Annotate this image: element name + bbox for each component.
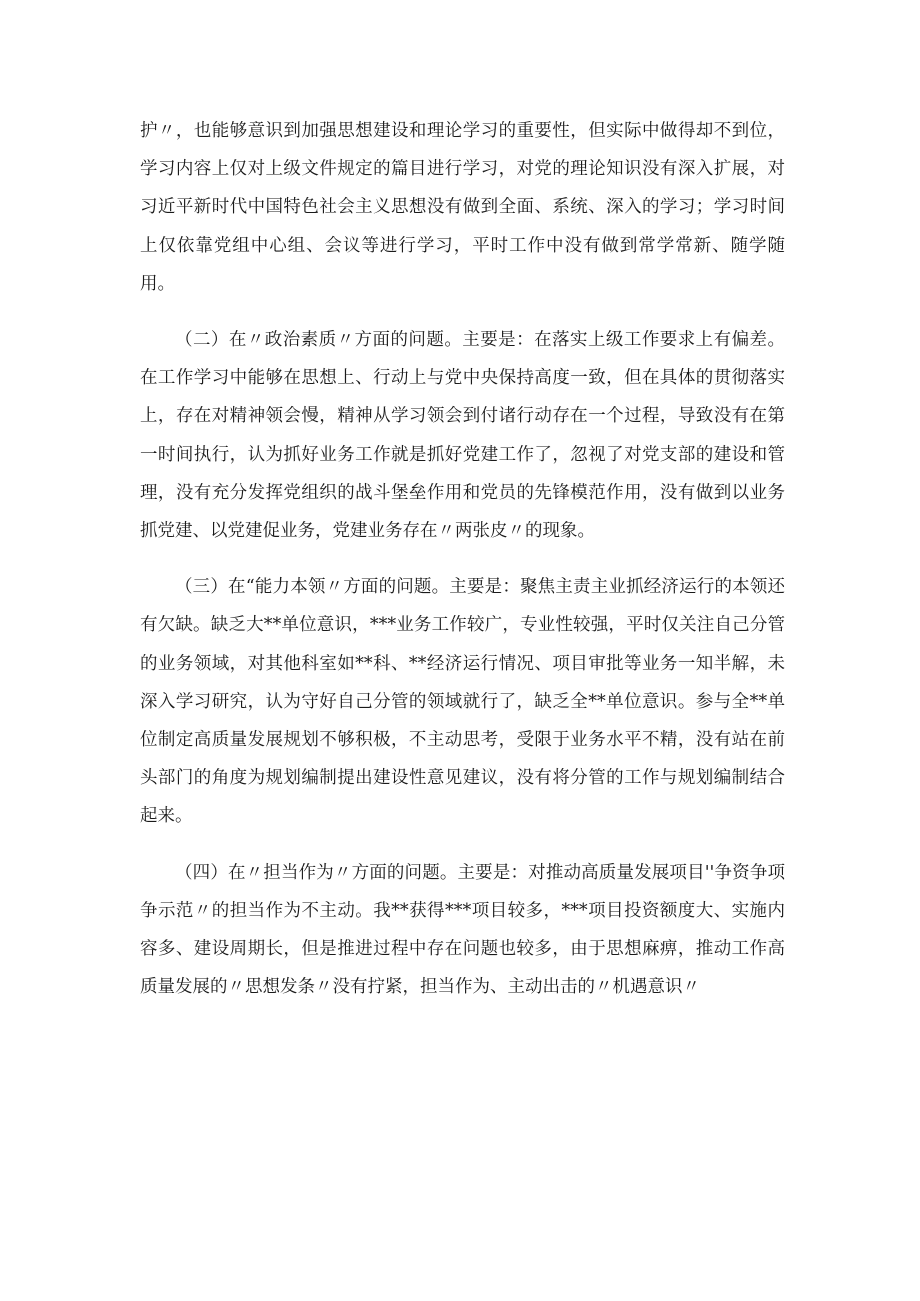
paragraph-section-3: （三）在“能力本领〃方面的问题。主要是：聚焦主责主业抓经济运行的本领还有欠缺。缺乏大**单位意识，***业务工作较广，专业性较强，平时仅关注自己分管的业务领域，对其他科室如**科、**经济运行情况、项目审批等业务一知半解，未深入学习研究，认为守好自己分管的领域就行了，缺乏全**单位意识。参与全**单位制定高质量发展规划不够积极，不主动思考，受限于业务水平不精，没有站在前头部门的角度为规划编制提出建设性意见建议，没有将分管的工作与规划编制结合起来。 [140,577,785,827]
paragraph-section-2: （二）在〃政治素质〃方面的问题。主要是：在落实上级工作要求上有偏差。在工作学习中能够在思想上、行动上与党中央保持高度一致，但在具体的贯彻落实上，存在对精神领会慢，精神从学习领会到付诸行动存在一个过程，导致没有在第一时间执行，认为抓好业务工作就是抓好党建工作了，忽视了对党支部的建设和管理，没有充分发挥党组织的战斗堡垒作用和党员的先锋模范作用，没有做到以业务抓党建、以党建促业务，党建业务存在〃两张皮〃的现象。 [140,330,785,542]
document-body [140,112,785,1006]
paragraph-continuation: 护〃，也能够意识到加强思想建设和理论学习的重要性，但实际中做得却不到位，学习内容上仅对上级文件规定的篇目进行学习，对党的理论知识没有深入扩展，对习近平新时代中国特色社会主义思想没有做到全面、系统、深入的学习；学习时间上仅依靠党组中心组、会议等进行学习，平时工作中没有做到常学常新、随学随用。 [140,121,785,294]
paragraph-section-4: （四）在〃担当作为〃方面的问题。主要是：对推动高质量发展项目''争资争项争示范〃的担当作为不主动。我**获得***项目较多，***项目投资额度大、实施内容多、建设周期长，但是推进过程中存在问题也较多，由于思想麻痹，推动工作高质量发展的〃思想发条〃没有拧紧，担当作为、主动出击的〃机遇意识〃 [140,862,785,998]
